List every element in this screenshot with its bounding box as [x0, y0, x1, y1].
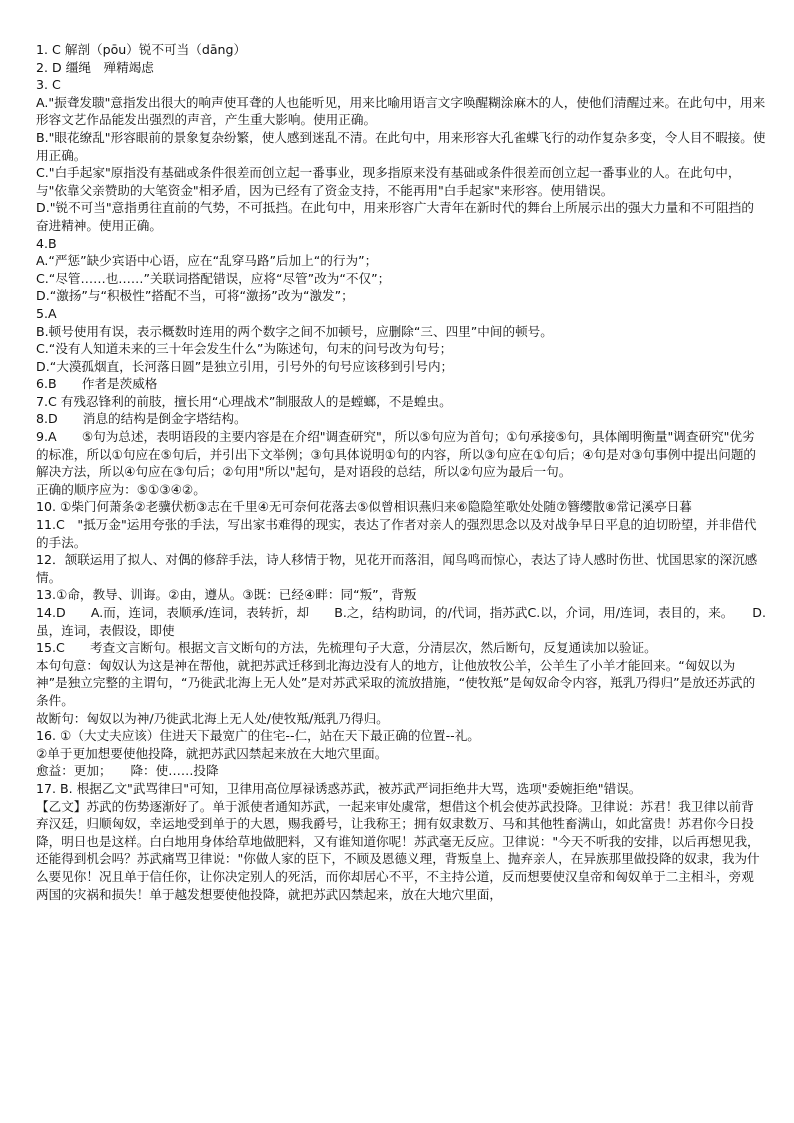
text-line: 14.D A.而，连词，表顺承/连词，表转折，却 B.之，结构助词，的/代词，指苏武C.以，介词，用/连词，表目的，来。 D.虽，连词，表假设，即使 [36, 605, 766, 638]
text-line: 10. ①柴门何萧条②老骥伏枥③志在千里④无可奈何花落去⑤似曾相识燕归来⑥隐隐笙歌处处随⑦簪缨散⑧常记溪亭日暮 [36, 499, 692, 515]
text-line: 11.C "抵万金"运用夸张的手法，写出家书难得的现实，表达了作者对亲人的强烈思念以及对战争早日平息的迫切盼望，并非借代的手法。 [36, 517, 757, 550]
text-line: 12．颔联运用了拟人、对偶的修辞手法，诗人移情于物，见花开而落泪，闻鸟鸣而惊心，表达了诗人感时伤世、忧国思家的深沉感情。 [36, 552, 758, 585]
text-line: 13.①命，教导、训诲。②由，遵从。③既：已经④畔：同“叛”，背叛 [36, 587, 417, 603]
text-line: C."白手起家"原指没有基础或条件很差而创立起一番事业，现多指原来没有基础或条件很差而创立起一番事业的人。在此句中，与"依靠父亲赞助的大笔资金"相矛盾，因为已经有了资金支持，不能再用"白手起家"来形容。使用错误。 [36, 165, 741, 198]
text-line: 8.D 消息的结构是倒金字塔结构。 [36, 411, 247, 427]
text-line: 1. C 解剖（pōu）锐不可当（dāng） [36, 42, 247, 57]
text-line: 正确的顺序应为：⑤①③④②。 [36, 481, 206, 497]
text-line: 5.A [36, 305, 57, 321]
text-line: 16. ①（大丈夫应该）住进天下最宽广的住宅--仁，站在天下最正确的位置--礼。 [36, 728, 480, 744]
text-line: 故断句：匈奴以为神/乃徙武北海上无人处/使牧羝/羝乳乃得归。 [36, 710, 389, 726]
text-line: 本句句意：匈奴认为这是神在帮他，就把苏武迁移到北海边没有人的地方，让他放牧公羊，公羊生了小羊才能回来。“匈奴以为神”是独立完整的主谓句，“乃徙武北海上无人处”是对苏武采取的流放措施，“使牧羝”是匈奴命令内容，羝乳乃得归”是放还苏武的条件。 [36, 657, 756, 708]
text-line: 2. D 缰绳 殚精竭虑 [36, 59, 154, 75]
text-line: 7.C 有残忍锋利的前肢，擅长用“心理战术”制服敌人的是螳螂，不是蝗虫。 [36, 393, 452, 409]
text-line: 愈益：更加； 降：使……投降 [36, 763, 219, 779]
text-line: C.“没有人知道未来的三十年会发生什么”为陈述句，句末的问号改为句号； [36, 341, 453, 357]
answer-document [36, 41, 766, 903]
text-line: 9.A ⑤句为总述，表明语段的主要内容是在介绍"调查研究"，所以⑤句应为首句；①句承接⑤句，具体阐明衡量"调查研究"优劣的标准，所以①句应在⑤句后，并引出下文举例；③句具体说明①句的内容，所以③句应在①句后；④句是对③句事例中提出问题的解决方法，所以④句应在③句后；②句用"所以"起句，是对语段的总结，所以②句应为最后一句。 [36, 429, 757, 480]
text-line: 6.B 作者是茨威格 [36, 376, 158, 392]
text-line: D.“激扬”与“积极性”搭配不当，可将“激扬”改为“激发”； [36, 288, 354, 304]
text-line: 15.C 考查文言断句。根据文言文断句的方法，先梳理句子大意，分清层次，然后断句，反复通读加以验证。 [36, 640, 657, 656]
text-line: A."振聋发聩"意指发出很大的响声使耳聋的人也能听见，用来比喻用语言文字唤醒糊涂麻木的人，使他们清醒过来。在此句中，用来形容文艺作品能发出强烈的声音，产生重大影响。使用正确。 [36, 94, 766, 128]
text-line: D."锐不可当"意指勇往直前的气势，不可抵挡。在此句中，用来形容广大青年在新时代的舞台上所展示出的强大力量和不可阻挡的奋进精神。使用正确。 [36, 200, 754, 233]
text-line: A.“严惩”缺少宾语中心语，应在“乱穿马路”后加上“的行为”； [36, 253, 378, 269]
text-line: B.顿号使用有误，表示概数时连用的两个数字之间不加顿号，应删除“三、四里”中间的顿号。 [36, 323, 553, 339]
text-line: 【乙文】苏武的伤势逐渐好了。单于派使者通知苏武，一起来审处虞常，想借这个机会使苏武投降。卫律说：苏君！我卫律以前背弃汉廷，归顺匈奴，幸运地受到单于的大恩，赐我爵号，让我称王；拥有奴隶数万、马和其他牲畜满山，如此富贵！苏君你今日投降，明日也是这样。白白地用身体给草地做肥料，又有谁知道你呢！苏武毫无反应。卫律说："今天不听我的安排，以后再想见我，还能得到机会吗？苏武痛骂卫律说："你做人家的臣下，不顾及恩德义理，背叛皇上、抛弃亲人，在异族那里做投降的奴隶，我为什么要见你！况且单于信任你，让你决定别人的死活，而你却居心不平，不主持公道，反而想要使汉皇帝和匈奴单于二主相斗，旁观两国的灾祸和损失！单于越发想要使他投降，就把苏武囚禁起来，放在大地穴里面， [36, 798, 760, 902]
text-line: 3. C [36, 77, 61, 93]
text-line: 4.B [36, 235, 57, 251]
text-line: ②单于更加想要使他投降，就把苏武囚禁起来放在大地穴里面。 [36, 745, 388, 761]
text-line: B."眼花缭乱"形容眼前的景象复杂纷繁，使人感到迷乱不清。在此句中，用来形容大孔雀蝶飞行的动作复杂多变，令人目不暇接。使用正确。 [36, 129, 766, 163]
text-line: 17. B. 根据乙文"武骂律曰"可知，卫律用高位厚禄诱惑苏武，被苏武严词拒绝井大骂，选项"委婉拒绝"错误。 [36, 780, 642, 796]
text-line: D.“大漠孤烟直，长河落日圆”是独立引用，引号外的句号应该移到引号内； [36, 358, 454, 374]
text-line: C.“尽管……也……”关联词搭配错误，应将“尽管”改为“不仅”； [36, 270, 391, 286]
